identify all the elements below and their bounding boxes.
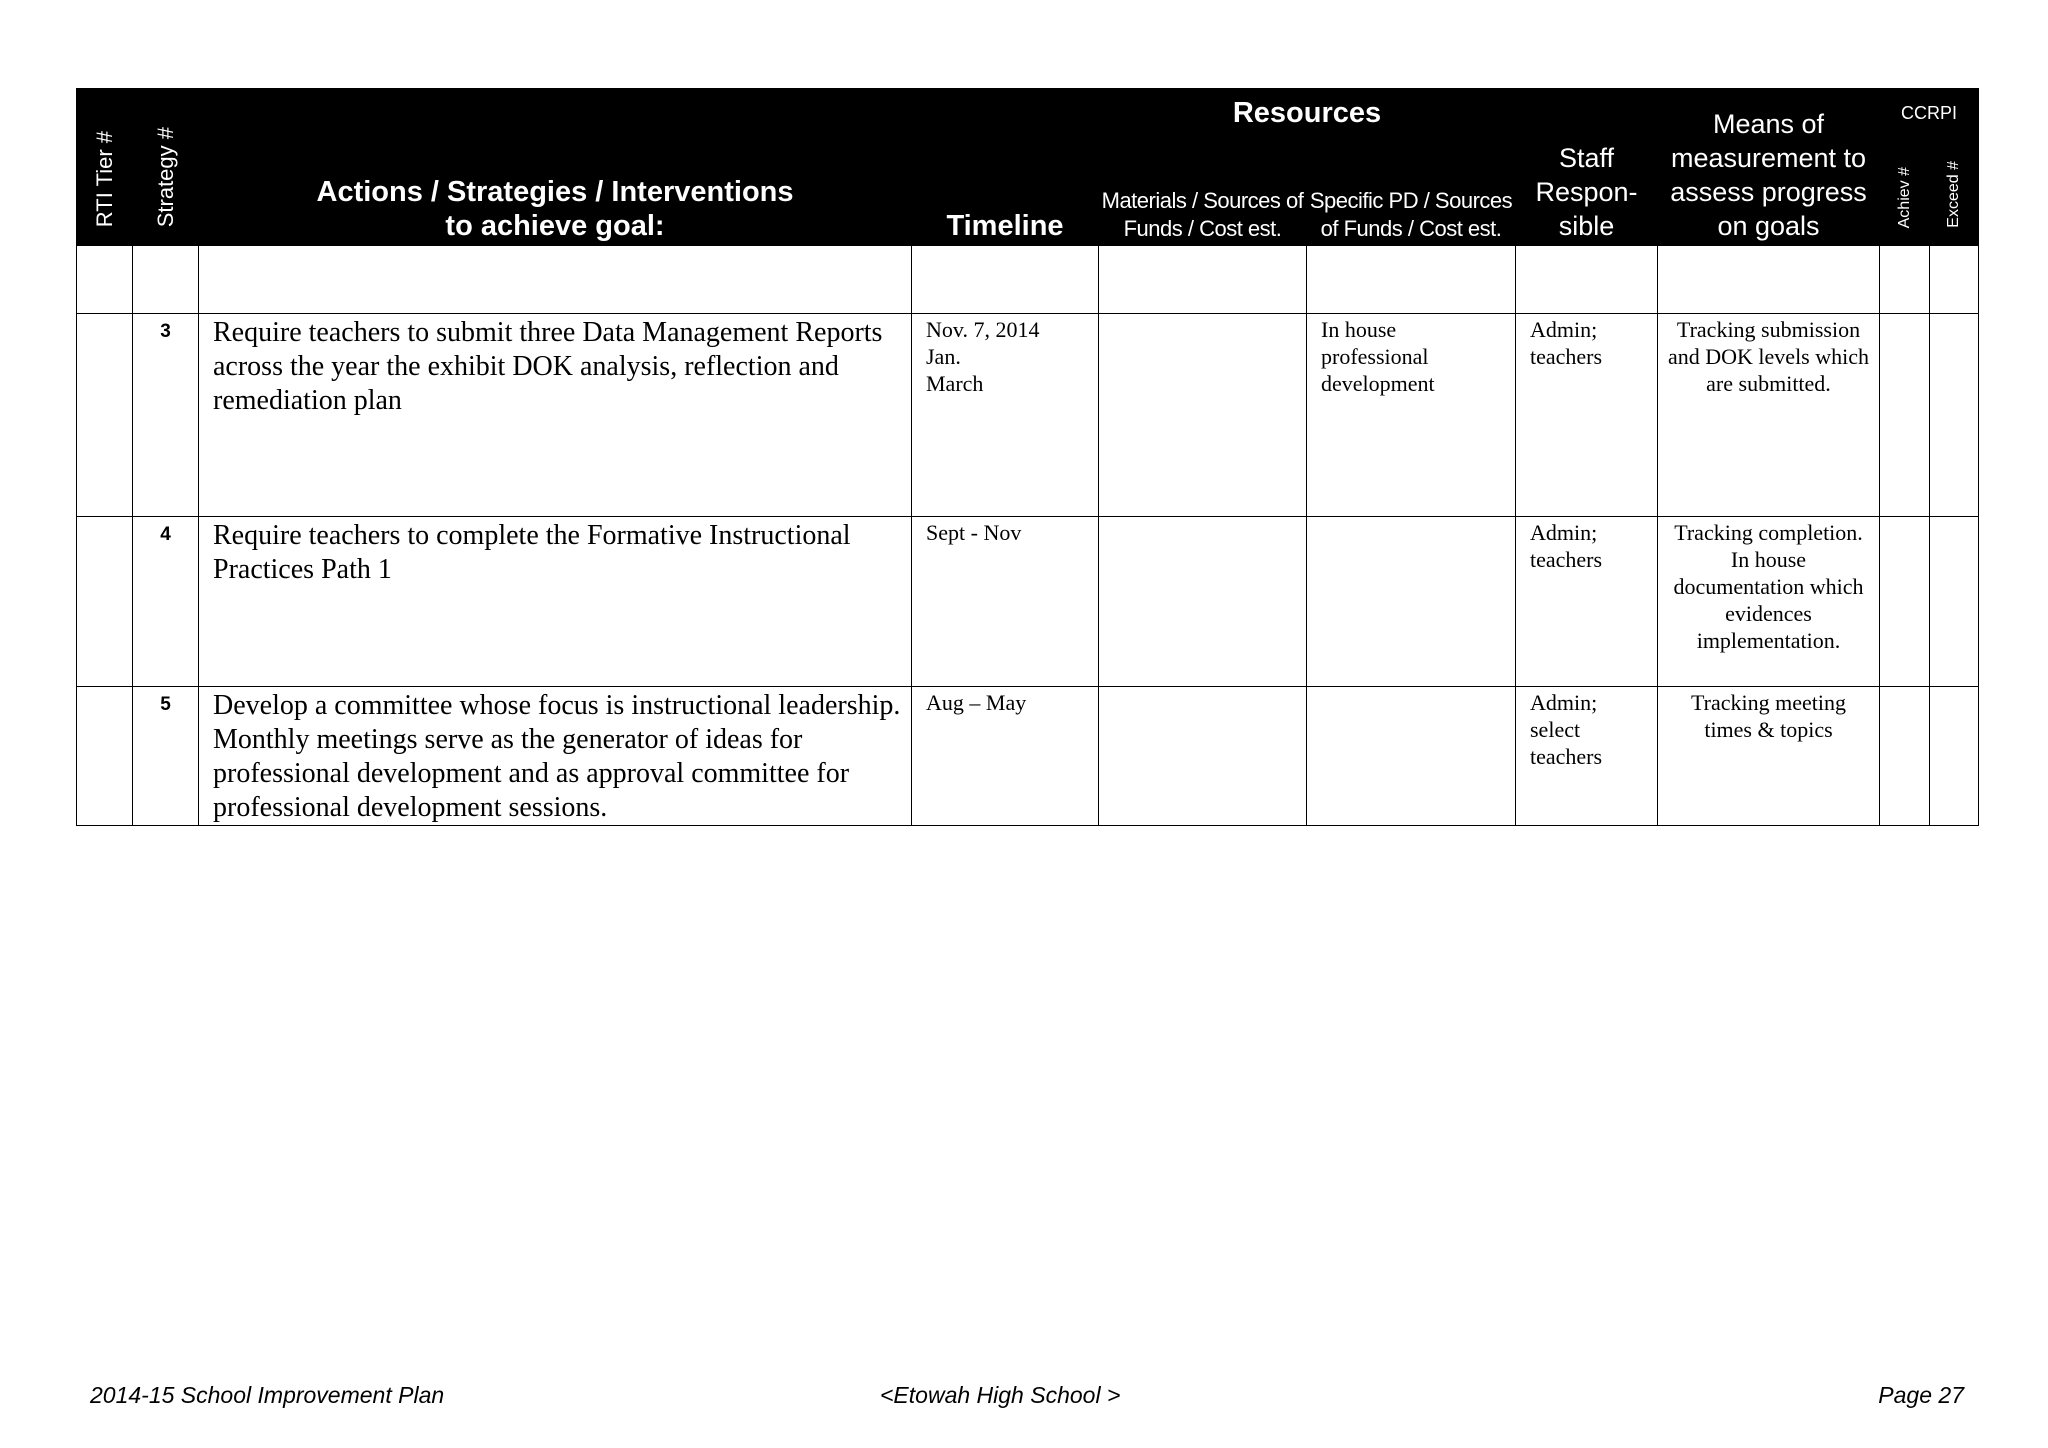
materials-cell [1099, 687, 1307, 826]
table-row [77, 517, 1979, 687]
staff-cell: Admin; teachers [1516, 517, 1658, 687]
staff-cell: Admin; teachers [1516, 314, 1658, 517]
achiev-header [1880, 138, 1930, 246]
materials-header: Materials / Sources of Funds / Cost est. [1099, 138, 1307, 246]
table-row [77, 246, 1979, 314]
specific-pd-header: Specific PD / Sources of Funds / Cost est. [1307, 138, 1516, 246]
means-cell: Tracking submission and DOK levels which are submitted. [1658, 314, 1880, 517]
strategy-cell: 5 [133, 687, 199, 826]
rti-cell [77, 314, 133, 517]
rti-cell [77, 517, 133, 687]
materials-cell [1099, 314, 1307, 517]
exceed-cell [1930, 687, 1979, 826]
action-cell: Develop a committee whose focus is instructional leadership. Monthly meetings serve as the generator of ideas for professional development and as approval committee for professional development sessions. [199, 687, 912, 826]
rti-tier-header-text: RTI Tier # [91, 130, 117, 227]
timeline-cell: Aug – May [912, 687, 1099, 826]
strategy-cell [133, 246, 199, 314]
staff-cell: Admin; select teachers [1516, 687, 1658, 826]
rti-tier-header [77, 89, 133, 246]
exceed-cell [1930, 314, 1979, 517]
achiev-header-text: Achiev # [1895, 166, 1913, 228]
timeline-cell: Sept - Nov [912, 517, 1099, 687]
action-cell [199, 246, 912, 314]
achiev-cell [1880, 687, 1930, 826]
materials-cell [1099, 246, 1307, 314]
strategy-header [133, 89, 199, 246]
actions-header [199, 89, 912, 246]
actions-header-line2: to achieve goal: [445, 210, 665, 242]
exceed-header [1930, 138, 1979, 246]
timeline-cell [912, 246, 1099, 314]
pd-cell: In house professional development [1307, 314, 1516, 517]
footer-plan-title: 2014-15 School Improvement Plan [90, 1382, 445, 1408]
materials-cell [1099, 517, 1307, 687]
rti-cell [77, 246, 133, 314]
means-cell: Tracking meeting times & topics [1658, 687, 1880, 826]
table-row [77, 314, 1979, 517]
staff-responsible-header: Staff Respon-sible [1516, 89, 1658, 246]
staff-cell [1516, 246, 1658, 314]
achiev-cell [1880, 314, 1930, 517]
timeline-cell: Nov. 7, 2014 Jan. March [912, 314, 1099, 517]
pd-cell [1307, 517, 1516, 687]
exceed-cell [1930, 246, 1979, 314]
action-cell: Require teachers to submit three Data Management Reports across the year the exhibit DOK analysis, reflection and remediation plan [199, 314, 912, 517]
table-row [77, 687, 1979, 826]
achiev-cell [1880, 517, 1930, 687]
strategy-cell: 4 [133, 517, 199, 687]
resources-header: Resources [1099, 89, 1516, 138]
means-cell: Tracking completion. In house documentation which evidences implementation. [1658, 517, 1880, 687]
strategy-cell: 3 [133, 314, 199, 517]
means-of-measurement-header: Means of measurement to assess progress on goals [1658, 89, 1880, 246]
actions-header-line1: Actions / Strategies / Interventions [316, 176, 794, 208]
ccrpi-header: CCRPI [1880, 89, 1979, 138]
timeline-header: Timeline [912, 89, 1099, 246]
pd-cell [1307, 246, 1516, 314]
achiev-cell [1880, 246, 1930, 314]
action-cell: Require teachers to complete the Formative Instructional Practices Path 1 [199, 517, 912, 687]
footer-school-name: <Etowah High School > [880, 1382, 1121, 1408]
pd-cell [1307, 687, 1516, 826]
exceed-cell [1930, 517, 1979, 687]
strategy-header-text: Strategy # [152, 126, 178, 227]
rti-cell [77, 687, 133, 826]
school-improvement-plan-table [76, 88, 1979, 826]
footer-page-number: Page 27 [1878, 1382, 1964, 1408]
exceed-header-text: Exceed # [1945, 161, 1962, 228]
means-cell [1658, 246, 1880, 314]
